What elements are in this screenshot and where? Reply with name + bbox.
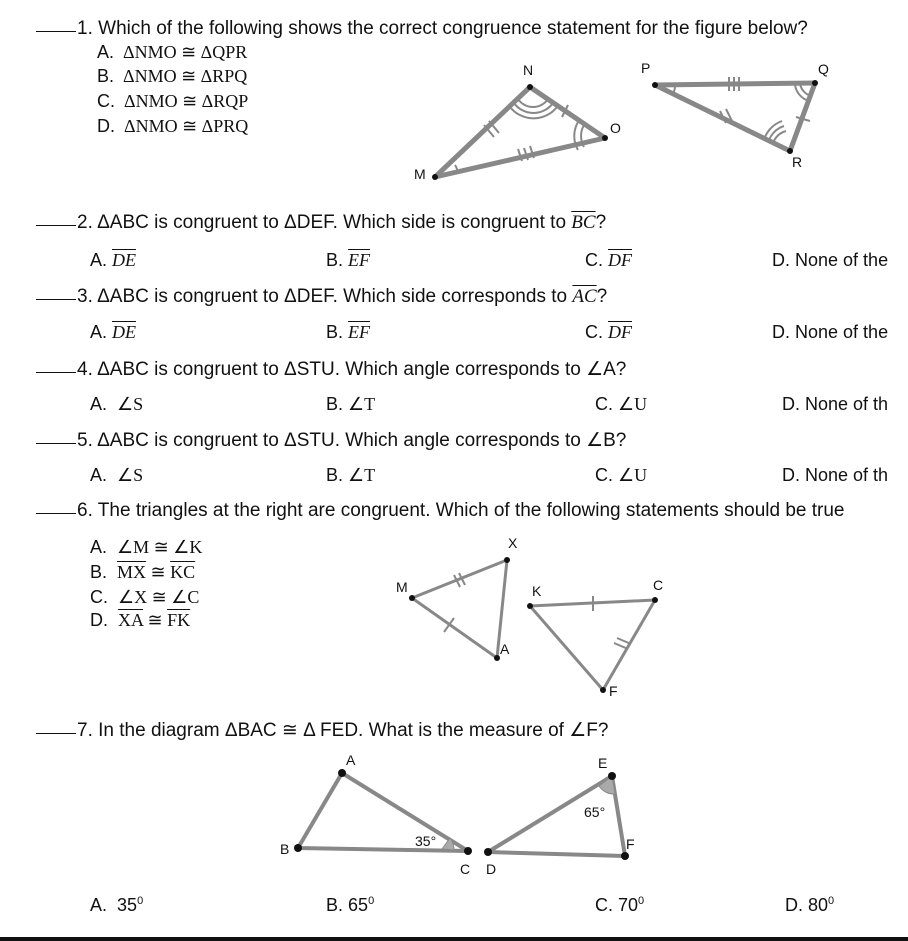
q7-option-a[interactable]: A. $35^0$ — [90, 895, 144, 915]
question-2: 2. ΔABC is congruent to ΔDEF. Which side is congruent to $\overline{BC}$? — [36, 212, 606, 234]
q3-option-d[interactable]: D. None of the — [772, 322, 889, 342]
label-e: E — [598, 755, 608, 771]
label-a: A — [346, 752, 356, 768]
point-n — [527, 84, 533, 90]
triangle-pqr — [655, 83, 815, 151]
label-f: F — [609, 683, 618, 699]
label-a: A — [500, 641, 510, 657]
answer-blank-7[interactable] — [36, 731, 76, 734]
bottom-rule — [0, 937, 908, 941]
q2-option-a[interactable]: A. $\overline{DE}$ — [90, 250, 137, 270]
angle-65-label: 65° — [584, 804, 606, 820]
q6-option-d[interactable]: D. $\overline{XA}$ ≅ $\overline{FK}$ — [90, 610, 191, 630]
q6-option-c[interactable]: C. ∠X ≅ ∠C — [90, 587, 200, 607]
label-m: M — [414, 166, 426, 182]
q4-option-d[interactable]: D. None of th — [782, 394, 889, 414]
q1-option-d[interactable]: D. ΔNMO ≅ ΔPRQ — [97, 116, 249, 136]
q1-option-c[interactable]: C. ΔNMO ≅ ΔRQP — [97, 91, 249, 111]
q3-option-c[interactable]: C. $\overline{DF}$ — [585, 322, 633, 342]
question-4: 4. ΔABC is congruent to ΔSTU. Which angle corresponds to ∠A? — [36, 358, 626, 381]
answer-blank-3[interactable] — [36, 297, 76, 300]
answer-blank-1[interactable] — [36, 29, 76, 32]
q2-option-c[interactable]: C. $\overline{DF}$ — [585, 250, 633, 270]
answer-blank-4[interactable] — [36, 370, 76, 373]
question-1 — [36, 18, 808, 40]
label-r: R — [792, 154, 803, 170]
question-7: 7. In the diagram ΔBAC ≅ Δ FED. What is the measure of ∠F? — [36, 719, 608, 742]
label-b: B — [280, 841, 290, 857]
label-p: P — [641, 60, 651, 76]
point-o — [602, 135, 608, 141]
label-d: D — [486, 861, 497, 877]
q5-option-a[interactable]: A. ∠S — [90, 465, 144, 485]
label-c: C — [460, 861, 471, 877]
q5-option-b[interactable]: B. ∠T — [326, 465, 376, 485]
label-m: M — [396, 579, 408, 595]
q2-option-d[interactable]: D. None of the — [772, 250, 889, 270]
angle-35-label: 35° — [415, 833, 437, 849]
q1-figure — [400, 55, 840, 195]
q7-option-b[interactable]: B. $65^0$ — [326, 895, 375, 915]
q7-figure — [270, 748, 670, 883]
question-5: 5. ΔABC is congruent to ΔSTU. Which angle corresponds to ∠B? — [36, 429, 626, 452]
q1-option-a[interactable]: A. ΔNMO ≅ ΔQPR — [97, 42, 248, 62]
q4-option-a[interactable]: A. ∠S — [90, 394, 144, 414]
label-x: X — [508, 535, 518, 551]
question-6: 6. The triangles at the right are congruent. Which of the following statements should be true — [36, 500, 845, 522]
label-k: K — [532, 583, 542, 599]
question-number: 1. — [77, 18, 93, 39]
q3-option-a[interactable]: A. $\overline{DE}$ — [90, 322, 137, 342]
point-m — [432, 174, 438, 180]
triangle-bac — [298, 773, 468, 851]
answer-blank-6[interactable] — [36, 511, 76, 514]
q6-figure — [390, 530, 690, 705]
q6-option-b[interactable]: B. $\overline{MX}$ ≅ $\overline{KC}$ — [90, 562, 196, 582]
q4-option-c[interactable]: C. ∠U — [595, 394, 648, 414]
q5-option-d[interactable]: D. None of th — [782, 465, 889, 485]
q7-option-c[interactable]: C. $70^0$ — [595, 895, 645, 915]
q7-option-d[interactable]: D. $80^0$ — [785, 895, 835, 915]
answer-blank-5[interactable] — [36, 441, 76, 444]
q5-option-c[interactable]: C. ∠U — [595, 465, 648, 485]
triangle-kcf — [530, 600, 655, 690]
label-q: Q — [818, 61, 829, 77]
question-3: 3. ΔABC is congruent to ΔDEF. Which side corresponds to $\overline{AC}$? — [36, 286, 607, 308]
label-n: N — [523, 62, 534, 78]
q4-option-b[interactable]: B. ∠T — [326, 394, 376, 414]
q6-option-a[interactable]: A. ∠M ≅ ∠K — [90, 537, 203, 557]
question-text: Which of the following shows the correct congruence statement for the figure below? — [98, 18, 808, 39]
q2-option-b[interactable]: B. $\overline{EF}$ — [326, 250, 371, 270]
answer-blank-2[interactable] — [36, 223, 76, 226]
label-o: O — [610, 120, 621, 136]
label-f: F — [626, 836, 635, 852]
label-c: C — [653, 577, 664, 593]
q3-option-b[interactable]: B. $\overline{EF}$ — [326, 322, 371, 342]
q1-option-b[interactable]: B. ΔNMO ≅ ΔRPQ — [97, 66, 248, 86]
